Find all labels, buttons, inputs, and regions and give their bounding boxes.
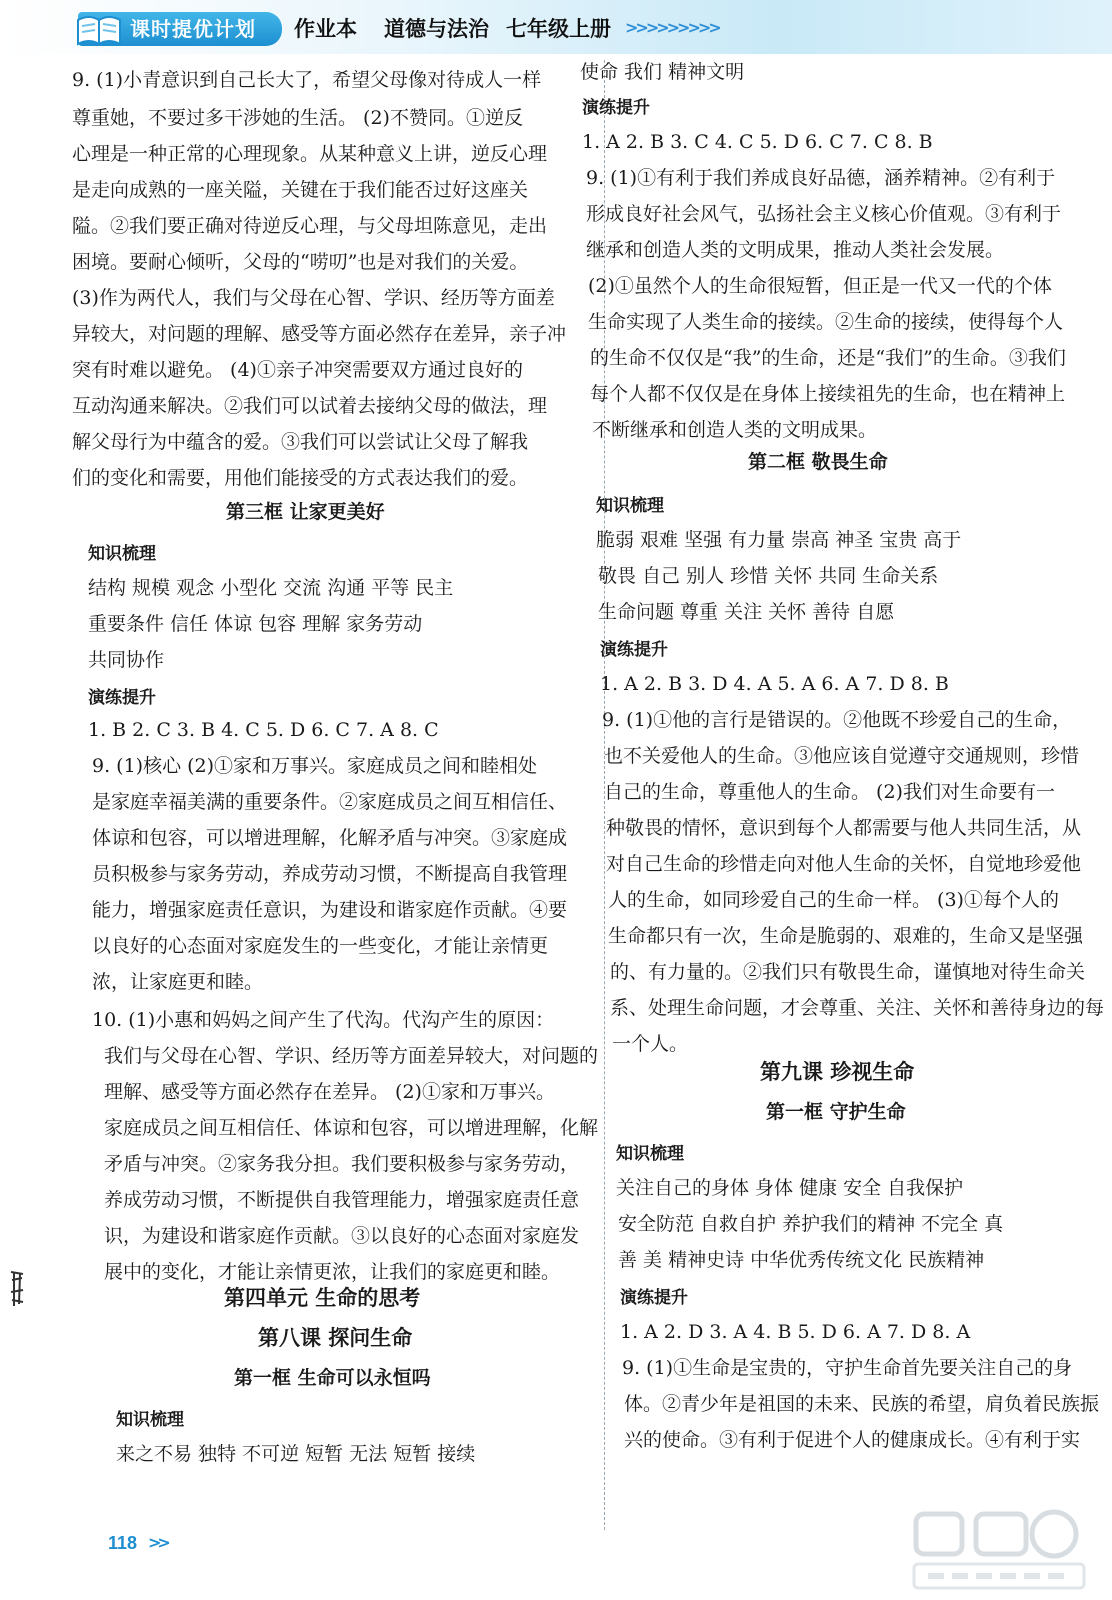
text-line: 10. (1)小惠和妈妈之间产生了代沟。代沟产生的原因： xyxy=(92,1009,555,1031)
answer-key-line: 1. B 2. C 3. B 4. C 5. D 6. C 7. A 8. C xyxy=(88,719,439,741)
text-line: 家庭成员之间互相信任、体谅和包容，可以增进理解，化解 xyxy=(104,1117,599,1139)
keyword-line: 重要条件 信任 体谅 包容 理解 家务劳动 xyxy=(88,613,423,635)
text-line: 也不关爱他人的生命。③他应该自觉遵守交通规则，珍惜 xyxy=(604,745,1080,767)
text-line: 生命实现了人类生命的接续。②生命的接续，使得每个人 xyxy=(588,311,1064,333)
subsection-label: 知识梳理 xyxy=(116,1410,184,1430)
answer-key-line: 1. A 2. D 3. A 4. B 5. D 6. A 7. D 8. A xyxy=(620,1321,971,1343)
page-number: 118 xyxy=(108,1533,138,1553)
subsection-label: 演练提升 xyxy=(620,1288,688,1308)
keyword-line: 脆弱 艰难 坚强 有力量 崇高 神圣 宝贵 高于 xyxy=(596,529,962,551)
text-line: 浓，让家庭更和睦。 xyxy=(92,971,264,993)
keyword-line: 生命问题 尊重 关注 关怀 善待 自愿 xyxy=(598,601,895,623)
text-line: 员积极参与家务劳动，养成劳动习惯，不断提高自我管理 xyxy=(92,863,568,885)
header-chevrons: >>>>>>>>> xyxy=(625,18,719,37)
subsection-label: 知识梳理 xyxy=(88,544,156,564)
keyword-line: 结构 规模 观念 小型化 交流 沟通 平等 民主 xyxy=(88,577,454,599)
subject-title: 道德与法治 xyxy=(384,17,489,41)
text-line: 互动沟通来解决。②我们可以试着去接纳父母的做法，理 xyxy=(72,395,548,417)
text-line: 异较大，对问题的理解、感受等方面必然存在差异，亲子冲 xyxy=(72,323,567,345)
page-chevrons: >> xyxy=(148,1533,167,1552)
subsection-label: 知识梳理 xyxy=(616,1144,684,1164)
text-line: 继承和创造人类的文明成果，推动人类社会发展。 xyxy=(586,239,1005,261)
brand-title: 课时提优计划 xyxy=(130,17,256,41)
text-line: 以良好的心态面对家庭发生的一些变化，才能让亲情更 xyxy=(92,935,549,957)
text-line: 不断继承和创造人类的文明成果。 xyxy=(592,419,878,441)
keyword-line: 关注自己的身体 身体 健康 安全 自我保护 xyxy=(616,1177,964,1199)
text-line: 矛盾与冲突。②家务我分担。我们要积极参与家务劳动， xyxy=(104,1153,580,1175)
keyword-line: 共同协作 xyxy=(88,649,165,671)
subsection-label: 知识梳理 xyxy=(596,496,664,516)
book-icon xyxy=(74,10,124,48)
text-line: 是家庭幸福美满的重要条件。②家庭成员之间互相信任、 xyxy=(92,791,568,813)
answer-key-line: 1. A 2. B 3. C 4. C 5. D 6. C 7. C 8. B xyxy=(582,131,933,153)
subsection-label: 演练提升 xyxy=(88,688,156,708)
lesson-heading: 第八课 探问生命 xyxy=(258,1326,413,1350)
keyword-line: 敬畏 自己 别人 珍惜 关怀 共同 生命关系 xyxy=(598,565,939,587)
text-line: 解父母行为中蕴含的爱。③我们可以尝试让父母了解我 xyxy=(72,431,529,453)
text-line: 对自己生命的珍惜走向对他人生命的关怀，自觉地珍爱他 xyxy=(606,853,1082,875)
subsection-label: 演练提升 xyxy=(600,640,668,660)
book-type: 作业本 xyxy=(294,17,357,41)
text-line: 自己的生命，尊重他人的生命。 (2)我们对生命要有一 xyxy=(604,781,1055,803)
text-line: 系、处理生命问题，才会尊重、关注、关怀和善待身边的每 xyxy=(610,997,1105,1019)
text-line: 体。②青少年是祖国的未来、民族的希望，肩负着民族振 xyxy=(624,1393,1100,1415)
lesson-heading: 第九课 珍视生命 xyxy=(760,1060,915,1084)
keyword-line: 来之不易 独特 不可逆 短暂 无法 短暂 接续 xyxy=(116,1443,476,1465)
text-line: 9. (1)小青意识到自己长大了，希望父母像对待成人一样 xyxy=(72,69,542,91)
text-line: 人的生命，如同珍爱自己的生命一样。 (3)①每个人的 xyxy=(608,889,1059,911)
text-line: 尊重她，不要过多干涉她的生活。 (2)不赞同。①逆反 xyxy=(72,107,523,129)
text-line: 能力，增强家庭责任意识，为建设和谐家庭作贡献。④要 xyxy=(92,899,568,921)
text-line: 种敬畏的情怀，意识到每个人都需要与他人共同生活，从 xyxy=(606,817,1082,839)
section-heading: 第一框 生命可以永恒吗 xyxy=(234,1367,431,1389)
text-line: 9. (1)①有利于我们养成良好品德，涵养精神。②有利于 xyxy=(586,167,1056,189)
text-line: 体谅和包容，可以增进理解，化解矛盾与冲突。③家庭成 xyxy=(92,827,568,849)
keyword-line: 善 美 精神史诗 中华优秀传统文化 民族精神 xyxy=(618,1249,985,1271)
text-line: 是走向成熟的一座关隘，关键在于我们能否过好这座关 xyxy=(72,179,529,201)
margin-mark xyxy=(8,1268,26,1310)
subsection-label: 演练提升 xyxy=(582,98,650,118)
text-line: (3)作为两代人，我们与父母在心智、学识、经历等方面差 xyxy=(72,287,555,309)
text-line: 隘。②我们要正确对待逆反心理，与父母坦陈意见，走出 xyxy=(72,215,548,237)
grade-title: 七年级上册 xyxy=(506,17,611,41)
unit-heading: 第四单元 生命的思考 xyxy=(224,1286,421,1310)
text-line: 养成劳动习惯，不断提供自我管理能力，增强家庭责任意 xyxy=(104,1189,580,1211)
text-line: 9. (1)①生命是宝贵的，守护生命首先要关注自己的身 xyxy=(622,1357,1073,1379)
answer-key-line: 1. A 2. B 3. D 4. A 5. A 6. A 7. D 8. B xyxy=(600,673,949,695)
text-line: 9. (1)核心 (2)①家和万事兴。家庭成员之间和睦相处 xyxy=(92,755,538,777)
text-line: 形成良好社会风气，弘扬社会主义核心价值观。③有利于 xyxy=(586,203,1062,225)
text-line: 生命都只有一次，生命是脆弱的、艰难的，生命又是坚强 xyxy=(608,925,1084,947)
text-line: (2)①虽然个人的生命很短暂，但正是一代又一代的个体 xyxy=(588,275,1052,297)
watermark-logo xyxy=(904,1502,1094,1594)
section-heading: 第二框 敬畏生命 xyxy=(748,451,888,473)
text-line: 我们与父母在心智、学识、经历等方面差异较大，对问题的 xyxy=(104,1045,599,1067)
section-heading: 第三框 让家更美好 xyxy=(226,501,385,523)
text-line: 们的变化和需要，用他们能接受的方式表达我们的爱。 xyxy=(72,467,529,489)
keyword-line: 使命 我们 精神文明 xyxy=(580,61,745,83)
text-line: 一个人。 xyxy=(612,1033,689,1055)
brand-badge xyxy=(78,12,282,46)
keyword-line: 安全防范 自救自护 养护我们的精神 不完全 真 xyxy=(618,1213,1004,1235)
text-line: 理解、感受等方面必然存在差异。 (2)①家和万事兴。 xyxy=(104,1081,555,1103)
text-line: 9. (1)①他的言行是错误的。②他既不珍爱自己的生命， xyxy=(602,709,1072,731)
text-line: 困境。要耐心倾听，父母的“唠叨”也是对我们的关爱。 xyxy=(72,251,529,273)
text-line: 兴的使命。③有利于促进个人的健康成长。④有利于实 xyxy=(624,1429,1081,1451)
text-line: 展中的变化，才能让亲情更浓，让我们的家庭更和睦。 xyxy=(104,1261,561,1283)
page-header xyxy=(0,0,1112,54)
text-line: 心理是一种正常的心理现象。从某种意义上讲，逆反心理 xyxy=(72,143,548,165)
text-line: 的生命不仅仅是“我”的生命，还是“我们”的生命。③我们 xyxy=(590,347,1066,369)
section-heading: 第一框 守护生命 xyxy=(766,1101,906,1123)
text-line: 识，为建设和谐家庭作贡献。③以良好的心态面对家庭发 xyxy=(104,1225,580,1247)
text-line: 的、有力量的。②我们只有敬畏生命，谨慎地对待生命关 xyxy=(610,961,1086,983)
text-line: 每个人都不仅仅是在身体上接续祖先的生命，也在精神上 xyxy=(590,383,1066,405)
text-line: 突有时难以避免。 (4)①亲子冲突需要双方通过良好的 xyxy=(72,359,523,381)
